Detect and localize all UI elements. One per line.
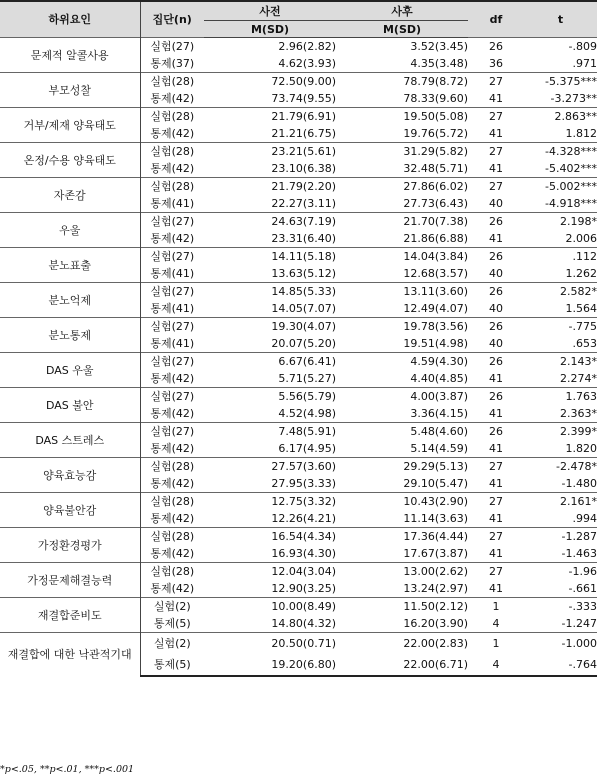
t-cell: 1.812 [565, 127, 597, 140]
t-cell: -5.002*** [524, 178, 597, 196]
pre-cell: 27.57(3.60) [204, 458, 336, 476]
pre-cell: 19.20(6.80) [204, 654, 336, 676]
group-cell: 실험(27) [140, 38, 204, 56]
t-cell: 2.006 [565, 232, 597, 245]
factor-cell: DAS 우울 [0, 353, 140, 388]
post-cell: 29.29(5.13) [336, 458, 468, 476]
group-cell: 실험(27) [140, 388, 204, 406]
df-cell: 41 [489, 582, 503, 595]
pre-cell: 16.54(4.34) [204, 528, 336, 546]
group-cell: 통제(42) [150, 442, 195, 455]
post-cell: 5.48(4.60) [336, 423, 468, 441]
factor-cell: 자존감 [0, 178, 140, 213]
t-cell: 1.564 [565, 302, 597, 315]
t-cell: .994 [572, 512, 597, 525]
header-row [0, 1, 597, 21]
group-cell: 실험(27) [140, 248, 204, 266]
t-cell: 1.820 [565, 442, 597, 455]
table-row [0, 633, 597, 655]
pre-cell: 5.56(5.79) [204, 388, 336, 406]
group-cell: 통제(5) [140, 654, 204, 676]
group-cell: 실험(27) [140, 353, 204, 371]
header-post-msd: M(SD) [336, 21, 468, 38]
t-cell: 2.582* [524, 283, 597, 301]
table-row [0, 598, 597, 616]
group-cell: 통제(42) [150, 127, 195, 140]
t-cell: -1.247 [561, 617, 597, 630]
post-cell: 5.14(4.59) [410, 442, 468, 455]
df-cell: 41 [489, 92, 503, 105]
factor-cell: 양육불안감 [0, 493, 140, 528]
t-cell: 2.399* [524, 423, 597, 441]
df-cell: 26 [468, 283, 524, 301]
factor-cell: 재결합준비도 [0, 598, 140, 633]
t-cell: -.809 [524, 38, 597, 56]
t-cell: -1.480 [561, 477, 597, 490]
pre-cell: 10.00(8.49) [204, 598, 336, 616]
pre-cell: 6.17(4.95) [278, 442, 336, 455]
pre-cell: 6.67(6.41) [204, 353, 336, 371]
post-cell: 21.70(7.38) [336, 213, 468, 231]
header-factor: 하위요인 [0, 1, 140, 38]
df-cell: 4 [468, 654, 524, 676]
t-cell: -5.375*** [524, 73, 597, 91]
pre-cell: 4.52(4.98) [278, 407, 336, 420]
post-cell: 19.51(4.98) [403, 337, 468, 350]
df-cell: 27 [468, 458, 524, 476]
pre-cell: 19.30(4.07) [204, 318, 336, 336]
df-cell: 27 [468, 178, 524, 196]
df-cell: 1 [468, 598, 524, 616]
header-group: 집단(n) [140, 1, 204, 38]
t-cell: -.333 [524, 598, 597, 616]
table-row [0, 423, 597, 441]
post-cell: 17.67(3.87) [403, 547, 468, 560]
t-cell: 1.262 [565, 267, 597, 280]
post-cell: 19.78(3.56) [336, 318, 468, 336]
t-cell: 2.161* [524, 493, 597, 511]
t-cell: -.661 [568, 582, 597, 595]
post-cell: 10.43(2.90) [336, 493, 468, 511]
table-row [0, 318, 597, 336]
table-row [0, 283, 597, 301]
pre-cell: 23.10(6.38) [271, 162, 336, 175]
header-pre-msd: M(SD) [204, 21, 336, 38]
table-row [0, 353, 597, 371]
group-cell: 실험(28) [140, 493, 204, 511]
group-cell: 실험(28) [140, 108, 204, 126]
t-cell: .112 [524, 248, 597, 266]
df-cell: 41 [489, 162, 503, 175]
pre-cell: 73.74(9.55) [271, 92, 336, 105]
group-cell: 실험(28) [140, 73, 204, 91]
df-cell: 41 [489, 442, 503, 455]
t-cell: 2.198* [524, 213, 597, 231]
group-cell: 통제(42) [150, 92, 195, 105]
factor-cell: 가정문제해결능력 [0, 563, 140, 598]
t-cell: -5.402*** [545, 162, 597, 175]
post-cell: 4.59(4.30) [336, 353, 468, 371]
t-cell: 2.363* [560, 407, 597, 420]
group-cell: 통제(41) [150, 302, 195, 315]
df-cell: 41 [489, 547, 503, 560]
table-row [0, 388, 597, 406]
post-cell: 22.00(6.71) [336, 654, 468, 676]
pre-cell: 2.96(2.82) [204, 38, 336, 56]
group-cell: 통제(42) [150, 512, 195, 525]
df-cell: 26 [468, 353, 524, 371]
pre-cell: 5.71(5.27) [278, 372, 336, 385]
group-cell: 실험(27) [140, 283, 204, 301]
df-cell: 41 [489, 477, 503, 490]
factor-cell: 문제적 알콜사용 [0, 38, 140, 73]
factor-cell: 분노통제 [0, 318, 140, 353]
post-cell: 19.50(5.08) [336, 108, 468, 126]
post-cell: 3.36(4.15) [410, 407, 468, 420]
post-cell: 4.40(4.85) [410, 372, 468, 385]
factor-cell: 거부/제재 양육태도 [0, 108, 140, 143]
group-cell: 실험(28) [140, 178, 204, 196]
table-row [0, 493, 597, 511]
post-cell: 32.48(5.71) [403, 162, 468, 175]
t-cell: -4.328*** [524, 143, 597, 161]
footnote: *p<.05, **p<.01, ***p<.001 [0, 764, 135, 775]
pre-cell: 14.11(5.18) [204, 248, 336, 266]
table-row [0, 108, 597, 126]
pre-cell: 23.31(6.40) [271, 232, 336, 245]
group-cell: 통제(42) [150, 582, 195, 595]
pre-cell: 21.79(6.91) [204, 108, 336, 126]
group-cell: 실험(2) [140, 633, 204, 655]
post-cell: 29.10(5.47) [403, 477, 468, 490]
pre-cell: 4.62(3.93) [278, 57, 336, 70]
post-cell: 27.86(6.02) [336, 178, 468, 196]
group-cell: 실험(28) [140, 143, 204, 161]
post-cell: 3.52(3.45) [336, 38, 468, 56]
t-cell: 2.863** [524, 108, 597, 126]
df-cell: 26 [468, 388, 524, 406]
group-cell: 통제(5) [153, 617, 191, 630]
table-row [0, 143, 597, 161]
post-cell: 78.79(8.72) [336, 73, 468, 91]
df-cell: 41 [489, 232, 503, 245]
group-cell: 실험(27) [140, 318, 204, 336]
df-cell: 27 [468, 73, 524, 91]
table-row [0, 563, 597, 581]
post-cell: 78.33(9.60) [403, 92, 468, 105]
group-cell: 통제(41) [150, 337, 195, 350]
factor-cell: 온정/수용 양육태도 [0, 143, 140, 178]
df-cell: 36 [489, 57, 503, 70]
factor-cell: 가정환경평가 [0, 528, 140, 563]
df-cell: 41 [489, 407, 503, 420]
group-cell: 통제(41) [150, 197, 195, 210]
table-row [0, 38, 597, 56]
df-cell: 40 [489, 267, 503, 280]
pre-cell: 16.93(4.30) [271, 547, 336, 560]
group-cell: 실험(27) [140, 213, 204, 231]
pre-cell: 14.80(4.32) [271, 617, 336, 630]
df-cell: 27 [468, 108, 524, 126]
t-cell: -.764 [524, 654, 597, 676]
factor-cell: 재결합에 대한 낙관적기대 [0, 633, 140, 677]
t-cell: .653 [572, 337, 597, 350]
pre-cell: 7.48(5.91) [204, 423, 336, 441]
pre-cell: 20.07(5.20) [271, 337, 336, 350]
group-cell: 통제(41) [150, 267, 195, 280]
header-t: t [524, 1, 597, 38]
table-row [0, 528, 597, 546]
post-cell: 13.00(2.62) [336, 563, 468, 581]
factor-cell: DAS 불안 [0, 388, 140, 423]
factor-cell: 양육효능감 [0, 458, 140, 493]
df-cell: 26 [468, 248, 524, 266]
df-cell: 40 [489, 302, 503, 315]
post-cell: 19.76(5.72) [403, 127, 468, 140]
df-cell: 27 [468, 528, 524, 546]
table-row [0, 73, 597, 91]
df-cell: 4 [492, 617, 500, 630]
post-cell: 16.20(3.90) [403, 617, 468, 630]
group-cell: 실험(28) [140, 563, 204, 581]
post-cell: 17.36(4.44) [336, 528, 468, 546]
post-cell: 13.24(2.97) [403, 582, 468, 595]
df-cell: 26 [468, 38, 524, 56]
header-df: df [468, 1, 524, 38]
group-cell: 실험(2) [140, 598, 204, 616]
pre-cell: 14.85(5.33) [204, 283, 336, 301]
t-cell: -1.000 [524, 633, 597, 655]
t-cell: -3.273** [550, 92, 597, 105]
post-cell: 11.14(3.63) [403, 512, 468, 525]
pre-cell: 13.63(5.12) [271, 267, 336, 280]
t-cell: 2.143* [524, 353, 597, 371]
group-cell: 통제(37) [150, 57, 195, 70]
pre-cell: 12.90(3.25) [271, 582, 336, 595]
pre-cell: 12.04(3.04) [204, 563, 336, 581]
header-pre: 사전 [204, 1, 336, 21]
pre-cell: 12.26(4.21) [271, 512, 336, 525]
t-cell: -1.96 [524, 563, 597, 581]
group-cell: 통제(42) [150, 547, 195, 560]
header-post: 사후 [336, 1, 468, 21]
post-cell: 21.86(6.88) [403, 232, 468, 245]
df-cell: 41 [489, 372, 503, 385]
table-body [0, 38, 597, 677]
df-cell: 40 [489, 337, 503, 350]
post-cell: 11.50(2.12) [336, 598, 468, 616]
pre-cell: 21.79(2.20) [204, 178, 336, 196]
group-cell: 통제(42) [150, 407, 195, 420]
pre-cell: 24.63(7.19) [204, 213, 336, 231]
group-cell: 실험(28) [140, 528, 204, 546]
pre-cell: 21.21(6.75) [271, 127, 336, 140]
pre-cell: 20.50(0.71) [204, 633, 336, 655]
factor-cell: 분노표출 [0, 248, 140, 283]
post-cell: 4.35(3.48) [410, 57, 468, 70]
pre-cell: 23.21(5.61) [204, 143, 336, 161]
group-cell: 실험(28) [140, 458, 204, 476]
post-cell: 13.11(3.60) [336, 283, 468, 301]
t-cell: -1.287 [524, 528, 597, 546]
post-cell: 27.73(6.43) [403, 197, 468, 210]
t-cell: -1.463 [561, 547, 597, 560]
table-row [0, 213, 597, 231]
post-cell: 12.68(3.57) [403, 267, 468, 280]
table-row [0, 178, 597, 196]
group-cell: 통제(42) [150, 477, 195, 490]
df-cell: 1 [468, 633, 524, 655]
df-cell: 40 [489, 197, 503, 210]
pre-cell: 27.95(3.33) [271, 477, 336, 490]
group-cell: 실험(27) [140, 423, 204, 441]
t-cell: -2.478* [524, 458, 597, 476]
t-cell: -.775 [524, 318, 597, 336]
df-cell: 27 [468, 493, 524, 511]
factor-cell: 우울 [0, 213, 140, 248]
pre-cell: 72.50(9.00) [204, 73, 336, 91]
df-cell: 27 [468, 143, 524, 161]
post-cell: 4.00(3.87) [336, 388, 468, 406]
post-cell: 14.04(3.84) [336, 248, 468, 266]
df-cell: 26 [468, 318, 524, 336]
group-cell: 통제(42) [150, 372, 195, 385]
factor-cell: 부모성찰 [0, 73, 140, 108]
df-cell: 41 [489, 127, 503, 140]
pre-cell: 14.05(7.07) [271, 302, 336, 315]
df-cell: 26 [468, 213, 524, 231]
df-cell: 41 [489, 512, 503, 525]
table-row [0, 458, 597, 476]
post-cell: 22.00(2.83) [336, 633, 468, 655]
group-cell: 통제(42) [150, 162, 195, 175]
t-cell: .971 [572, 57, 597, 70]
t-cell: 2.274* [560, 372, 597, 385]
df-cell: 27 [468, 563, 524, 581]
factor-cell: 분노억제 [0, 283, 140, 318]
post-cell: 12.49(4.07) [403, 302, 468, 315]
t-cell: -4.918*** [545, 197, 597, 210]
post-cell: 31.29(5.82) [336, 143, 468, 161]
table-row [0, 248, 597, 266]
pre-cell: 22.27(3.11) [271, 197, 336, 210]
pre-cell: 12.75(3.32) [204, 493, 336, 511]
factor-cell: DAS 스트레스 [0, 423, 140, 458]
t-cell: 1.763 [524, 388, 597, 406]
df-cell: 26 [468, 423, 524, 441]
group-cell: 통제(42) [150, 232, 195, 245]
